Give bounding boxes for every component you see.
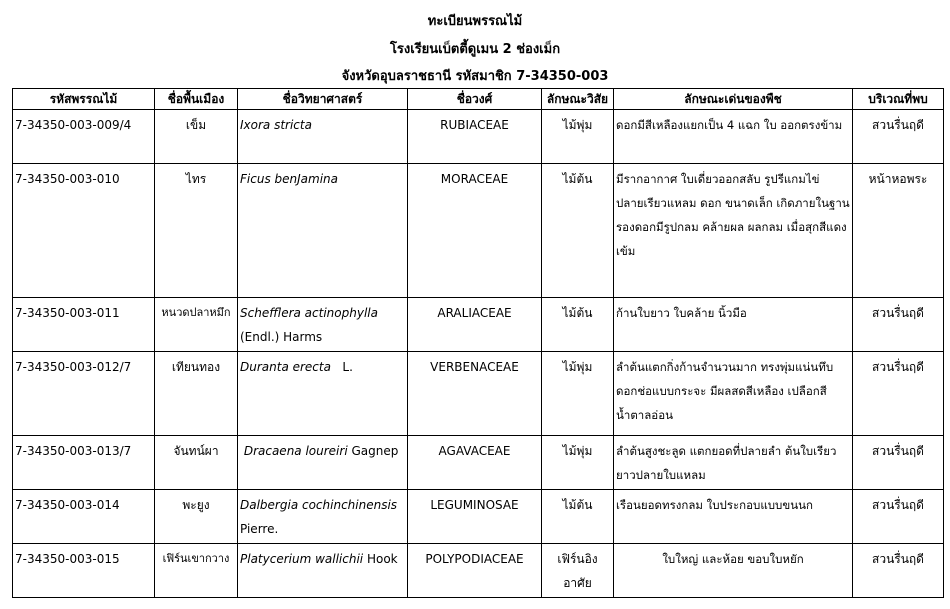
school-name: โรงเรียนเบ็ตตี้ดูเมน 2 ช่องเม็ก — [389, 42, 561, 57]
scientific-name-text: Dalbergia cochinchinensis — [240, 498, 398, 512]
cell-scientific-name — [238, 490, 408, 544]
table-row — [13, 544, 944, 598]
cell-local-name: เฟิร์นเขากวาง — [155, 544, 238, 598]
cell-family: AGAVACEAE — [408, 436, 542, 490]
cell-code: 7-34350-003-014 — [13, 490, 155, 544]
cell-family: LEGUMINOSAE — [408, 490, 542, 544]
column-header-scientific-name: ชื่อวิทยาศาสตร์ — [238, 89, 408, 110]
cell-characteristics: ก้านใบยาว ใบคล้าย นิ้วมือ — [614, 298, 853, 352]
scientific-name-text: Ficus benJamina — [240, 172, 338, 186]
cell-family: MORACEAE — [408, 164, 542, 298]
cell-local-name: หนวดปลาหมึก — [155, 298, 238, 352]
cell-habit: ไม้พุ่ม — [542, 436, 614, 490]
cell-local-name: พะยูง — [155, 490, 238, 544]
cell-family: RUBIACEAE — [408, 110, 542, 164]
cell-characteristics: ลำต้นแตกกิ่งก้านจำนวนมาก ทรงพุ่มแน่นทึบ ดอกช่อแบบกระจะ มีผลสดสีเหลือง เปลือกสีน้ำตาลอ่อน — [614, 352, 853, 436]
column-header-local-name: ชื่อพื้นเมือง — [155, 89, 238, 110]
cell-location-found: สวนรื่นฤดี — [853, 110, 944, 164]
cell-family: POLYPODIACEAE — [408, 544, 542, 598]
cell-characteristics: ดอกมีสีเหลืองแยกเป็น 4 แฉก ใบ ออกตรงข้าม — [614, 110, 853, 164]
cell-scientific-name — [238, 352, 408, 436]
cell-code: 7-34350-003-010 — [13, 164, 155, 298]
cell-family: ARALIACEAE — [408, 298, 542, 352]
school-location-code: จังหวัดอุบลราชธานี รหัสมาชิก 7-34350-003 — [341, 69, 609, 84]
scientific-author-text: L. — [342, 360, 353, 374]
cell-location-found: สวนรื่นฤดี — [853, 544, 944, 598]
cell-habit: ไม้ต้น — [542, 298, 614, 352]
cell-location-found: สวนรื่นฤดี — [853, 298, 944, 352]
scientific-author-text: Pierre. — [240, 522, 279, 536]
table-row — [13, 436, 944, 490]
cell-scientific-name — [238, 436, 408, 490]
cell-scientific-name — [238, 298, 408, 352]
cell-code: 7-34350-003-015 — [13, 544, 155, 598]
cell-characteristics: ลำต้นสูงชะลูด แตกยอดที่ปลายลำ ต้นใบเรียวยาวปลายใบแหลม — [614, 436, 853, 490]
cell-family: VERBENACEAE — [408, 352, 542, 436]
table-header-row — [13, 89, 944, 110]
cell-code: 7-34350-003-009/4 — [13, 110, 155, 164]
table-row — [13, 110, 944, 164]
cell-code: 7-34350-003-012/7 — [13, 352, 155, 436]
cell-habit: ไม้พุ่ม — [542, 110, 614, 164]
scientific-author-text: Hook — [366, 552, 398, 566]
cell-local-name: ไทร — [155, 164, 238, 298]
cell-location-found: หน้าหอพระ — [853, 164, 944, 298]
cell-habit: ไม้ต้น — [542, 164, 614, 298]
scientific-name-text: Dracaena loureiri — [243, 444, 348, 458]
table-row — [13, 490, 944, 544]
table-row — [13, 352, 944, 436]
scientific-author-text: (Endl.) Harms — [240, 330, 323, 344]
table-row — [13, 298, 944, 352]
column-header-habit: ลักษณะวิสัย — [542, 89, 614, 110]
cell-local-name: เทียนทอง — [155, 352, 238, 436]
scientific-name-text: Schefflera actinophylla — [240, 306, 378, 320]
column-header-family: ชื่อวงศ์ — [408, 89, 542, 110]
scientific-name-text: Ixora stricta — [240, 118, 312, 132]
cell-location-found: สวนรื่นฤดี — [853, 352, 944, 436]
column-header-code: รหัสพรรณไม้ — [13, 89, 155, 110]
scientific-author-text: Gagnep — [351, 444, 399, 458]
cell-characteristics: ใบใหญ่ และห้อย ขอบใบหยัก — [614, 544, 853, 598]
cell-characteristics: เรือนยอดทรงกลม ใบประกอบแบบขนนก — [614, 490, 853, 544]
cell-code: 7-34350-003-011 — [13, 298, 155, 352]
cell-scientific-name — [238, 110, 408, 164]
cell-habit: เฟิร์นอิงอาศัย — [542, 544, 614, 598]
scientific-name-text: Platycerium wallichii — [240, 552, 364, 566]
cell-habit: ไม้ต้น — [542, 490, 614, 544]
cell-characteristics: มีรากอากาศ ใบเดี่ยวออกสลับ รูปรีแกมไข่ ปลายเรียวแหลม ดอก ขนาดเล็ก เกิดภายในฐานรองดอกมีรูปกลม คล้ายผล ผลกลม เมื่อสุกสีแดงเข้ม — [614, 164, 853, 298]
column-header-characteristics: ลักษณะเด่นของพืช — [614, 89, 853, 110]
document-title: ทะเบียนพรรณไม้ — [427, 14, 523, 29]
plant-registry-table — [12, 88, 944, 598]
scientific-name-text: Duranta erecta — [240, 360, 331, 374]
table-row — [13, 164, 944, 298]
cell-local-name: จันทน์ผา — [155, 436, 238, 490]
column-header-location-found: บริเวณที่พบ — [853, 89, 944, 110]
cell-location-found: สวนรื่นฤดี — [853, 436, 944, 490]
cell-location-found: สวนรื่นฤดี — [853, 490, 944, 544]
cell-habit: ไม้พุ่ม — [542, 352, 614, 436]
cell-scientific-name — [238, 544, 408, 598]
cell-code: 7-34350-003-013/7 — [13, 436, 155, 490]
cell-local-name: เข็ม — [155, 110, 238, 164]
cell-scientific-name — [238, 164, 408, 298]
